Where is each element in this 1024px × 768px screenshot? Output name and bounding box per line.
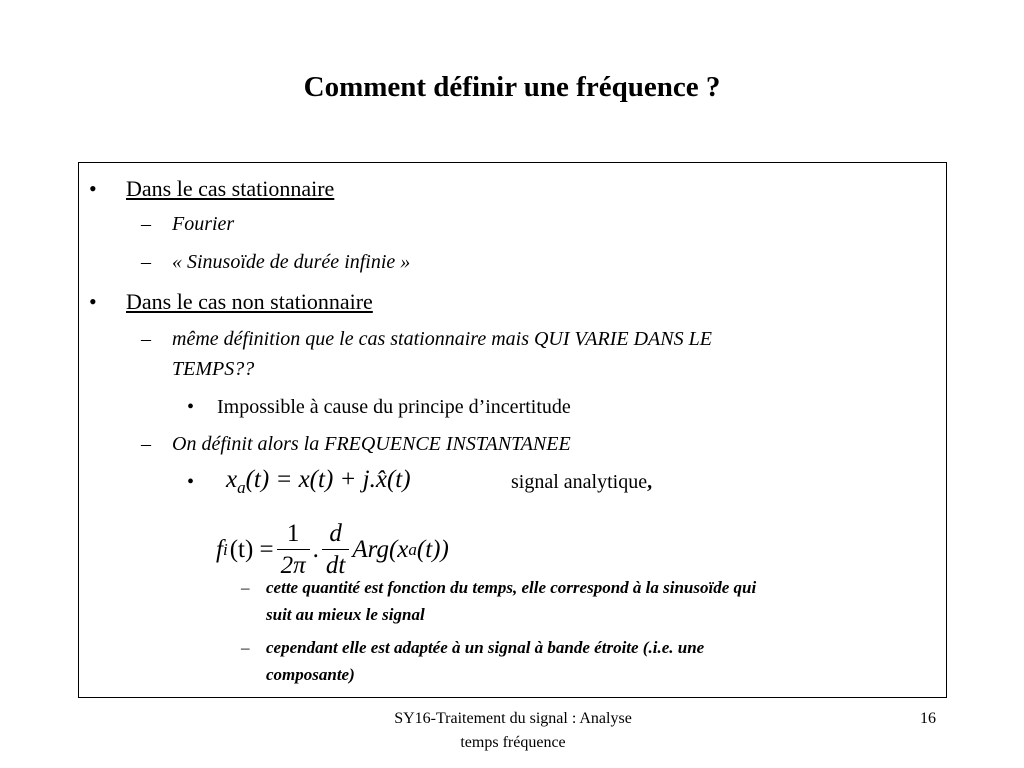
bullet-marker: •	[187, 471, 195, 493]
frac-denominator: dt	[325, 551, 346, 579]
note-narrowband-line-2: composante)	[266, 665, 355, 684]
fraction-one-over-two-pi	[277, 519, 310, 582]
eq-lhs-sub: a	[237, 478, 246, 497]
dash-marker: –	[241, 578, 250, 597]
dash-marker: –	[141, 251, 151, 273]
dash-marker: –	[141, 213, 151, 235]
subitem-sinusoid: « Sinusoïde de durée infinie »	[172, 251, 411, 273]
frac-numerator: 1	[286, 519, 300, 547]
freq-lhs-sub: i	[222, 540, 228, 559]
bullet-marker: •	[187, 396, 195, 418]
note-time-dependent-line-2: suit au mieux le signal	[266, 605, 425, 624]
freq-lhs-arg: (t) =	[229, 536, 274, 563]
footer-course-title	[363, 707, 663, 755]
bullet-marker: •	[89, 176, 97, 201]
frac-denominator: 2π	[280, 551, 306, 579]
footer-course-line-1: SY16-Traitement du signal : Analyse	[394, 710, 632, 727]
dash-marker: –	[141, 328, 151, 350]
eq-lhs-arg: (t)	[245, 466, 270, 493]
note-narrowband-line-1: cependant elle est adaptée à un signal à bande étroite (.i.e. une	[266, 638, 705, 657]
arg-sub: a	[408, 540, 417, 559]
dash-marker: –	[141, 433, 151, 455]
analytic-label-text: signal analytique	[511, 471, 648, 493]
dash-marker: –	[241, 638, 250, 657]
subitem-definition-line-2: TEMPS??	[172, 358, 255, 380]
note-time-dependent-line-1: cette quantité est fonction du temps, elle correspond à la sinusoïde qui	[266, 578, 757, 597]
freq-lhs-var: f	[216, 536, 223, 563]
eq-rhs: = x(t) + j.x̂(t)	[275, 466, 411, 493]
analytic-label-comma: ,	[647, 471, 653, 493]
arg-close: (t))	[416, 536, 449, 563]
subitem-definition-line-1: même définition que le cas stationnaire mais QUI VARIE DANS LE	[172, 328, 712, 350]
fraction-d-over-dt	[322, 519, 349, 582]
subitem-impossible: Impossible à cause du principe d’incertitude	[217, 396, 571, 418]
footer-course-line-2: temps fréquence	[460, 734, 566, 751]
subitem-instantaneous: On définit alors la FREQUENCE INSTANTANEE	[172, 433, 571, 455]
eq-dot: .	[312, 536, 319, 563]
eq-lhs-var: x	[226, 466, 238, 493]
heading-stationary: Dans le cas stationnaire	[126, 176, 335, 201]
page-number: 16	[920, 710, 936, 727]
content-box	[78, 162, 947, 698]
arg-text: Arg(x	[352, 536, 409, 563]
slide-title: Comment définir une fréquence ?	[303, 71, 721, 103]
analytic-signal-label	[511, 468, 652, 496]
subitem-fourier: Fourier	[172, 213, 235, 235]
heading-nonstationary: Dans le cas non stationnaire	[126, 289, 373, 314]
analytic-signal-equation	[226, 463, 411, 505]
frac-numerator: d	[329, 519, 342, 547]
bullet-marker: •	[89, 289, 97, 314]
